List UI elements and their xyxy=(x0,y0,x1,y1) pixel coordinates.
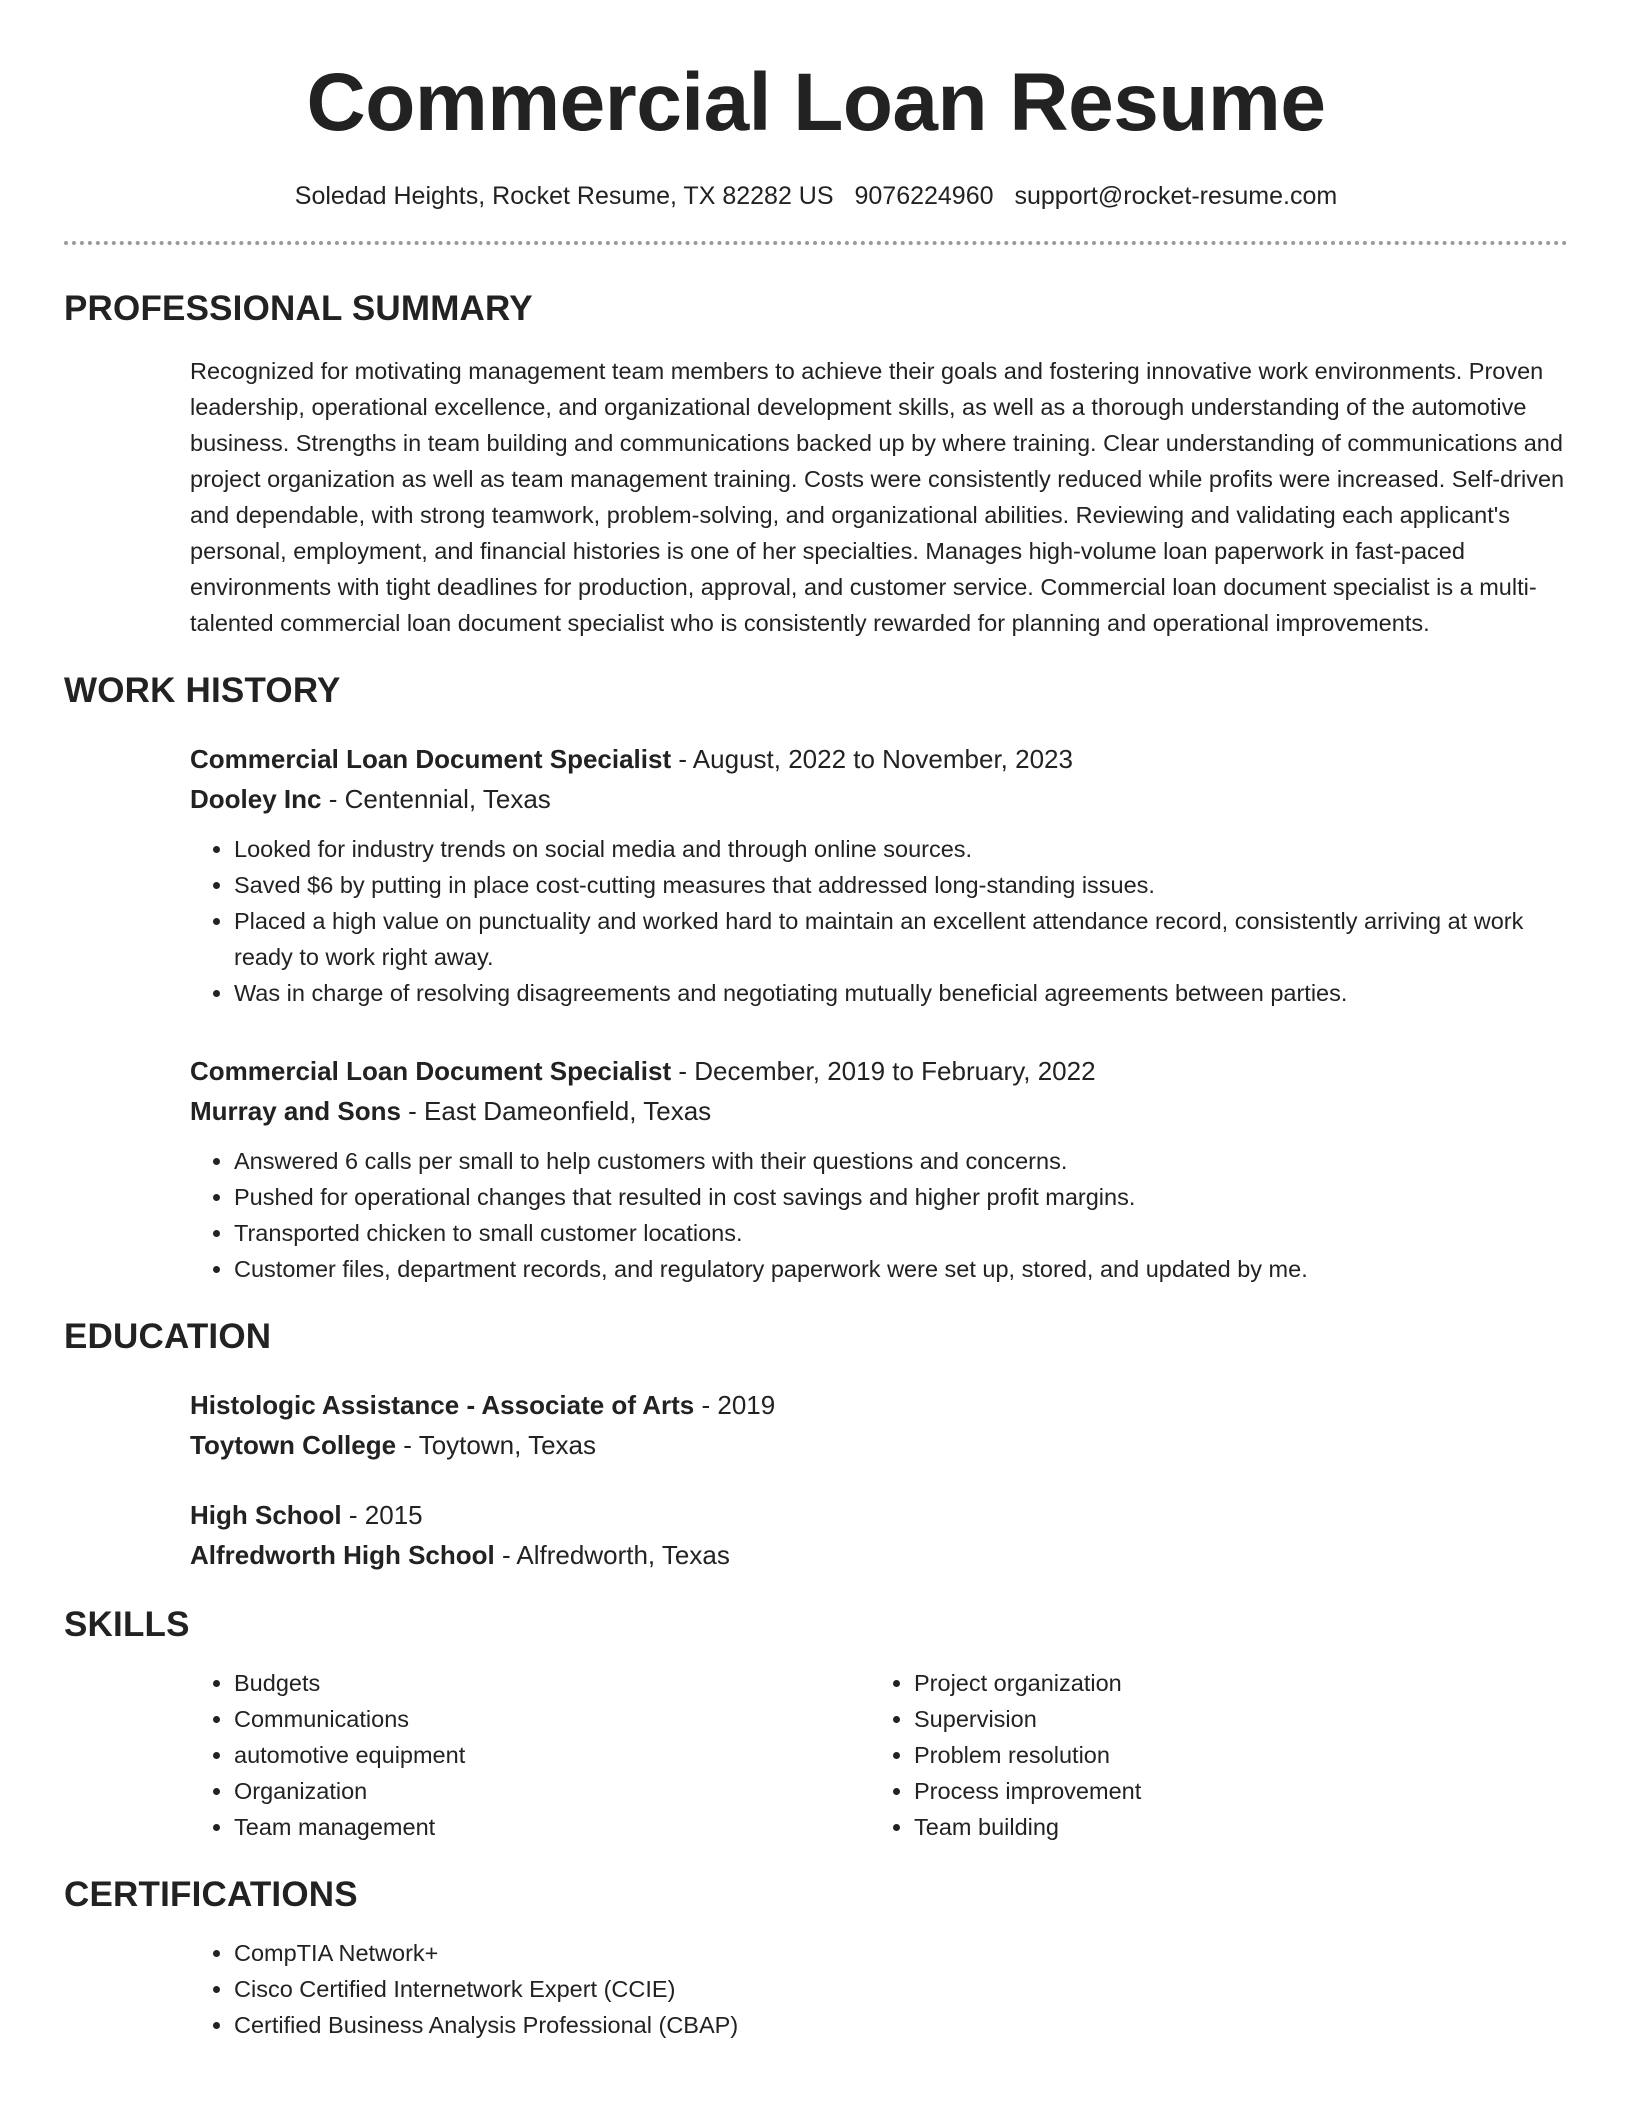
work-history-heading: WORK HISTORY xyxy=(64,671,341,710)
job-dates: - August, 2022 to November, 2023 xyxy=(671,744,1073,774)
education-school-line xyxy=(190,1535,1568,1575)
skill-item: • automotive equipment xyxy=(234,1737,870,1773)
job-entry xyxy=(190,1051,1568,1287)
contact-address: Soledad Heights, Rocket Resume, TX 82282 US xyxy=(294,182,834,210)
job-company: Dooley Inc xyxy=(190,784,322,814)
job-bullets xyxy=(190,831,1568,1011)
job-dates: - December, 2019 to February, 2022 xyxy=(671,1056,1096,1086)
list-item: • Placed a high value on punctuality and worked hard to maintain an excellent attendance record, consistently arriving at work ready to work right away. xyxy=(234,903,1568,975)
skills-section xyxy=(64,1605,1568,1845)
skill-item: • Team management xyxy=(234,1809,870,1845)
education-location: - Alfredworth, Texas xyxy=(494,1540,730,1570)
skills-heading: SKILLS xyxy=(64,1605,190,1644)
education-entry xyxy=(190,1495,1568,1575)
contact-line xyxy=(64,182,1568,211)
list-item: • Answered 6 calls per small to help customers with their questions and concerns. xyxy=(234,1143,1568,1179)
job-company: Murray and Sons xyxy=(190,1096,401,1126)
certification-item: • CompTIA Network+ xyxy=(234,1935,1568,1971)
job-title: Commercial Loan Document Specialist xyxy=(190,744,672,774)
skill-item: • Communications xyxy=(234,1701,870,1737)
education-location: - Toytown, Texas xyxy=(396,1430,596,1460)
resume-title: Commercial Loan Resume xyxy=(306,57,1326,148)
education-year: - 2015 xyxy=(341,1500,423,1530)
skill-item: • Organization xyxy=(234,1773,870,1809)
skills-list-left xyxy=(190,1665,870,1845)
education-degree-line xyxy=(190,1495,1568,1535)
job-title-line xyxy=(190,1051,1568,1091)
summary-text: Recognized for motivating management team members to achieve their goals and fostering innovative work environments. Proven leadership, operational excellence, and organizational development skills, as well as a thorough understanding of the automotive business. Strengths in team building and communications backed up by where training. Clear understanding of communications and project organization as well as team management training. Costs were consistently reduced while profits were increased. Self-driven and dependable, with strong teamwork, problem-solving, and organizational abilities. Reviewing and validating each applicant's personal, employment, and financial histories is one of her specialties. Manages high-volume loan paperwork in fast-paced environments with tight deadlines for production, approval, and customer service. Commercial loan document specialist is a multi-talented commercial loan document specialist who is consistently rewarded for planning and operational improvements. xyxy=(190,358,1565,636)
education-degree: Histologic Assistance - Associate of Arts xyxy=(190,1390,695,1420)
education-degree: High School xyxy=(190,1500,342,1530)
skill-item: • Project organization xyxy=(914,1665,1470,1701)
list-item: • Pushed for operational changes that resulted in cost savings and higher profit margins. xyxy=(234,1179,1568,1215)
education-year: - 2019 xyxy=(694,1390,776,1420)
contact-phone: 9076224960 xyxy=(854,182,994,210)
skills-list-right xyxy=(870,1665,1470,1845)
job-entry xyxy=(190,739,1568,1011)
list-item: • Saved $6 by putting in place cost-cutting measures that addressed long-standing issues. xyxy=(234,867,1568,903)
education-heading: EDUCATION xyxy=(64,1317,272,1356)
skill-item: • Process improvement xyxy=(914,1773,1470,1809)
education-section xyxy=(64,1317,1568,1575)
header-divider xyxy=(64,241,1568,245)
skills-grid xyxy=(190,1665,1568,1845)
list-item: • Looked for industry trends on social media and through online sources. xyxy=(234,831,1568,867)
skill-item: • Team building xyxy=(914,1809,1470,1845)
certifications-heading: CERTIFICATIONS xyxy=(64,1875,358,1914)
education-school: Toytown College xyxy=(190,1430,397,1460)
education-degree-line xyxy=(190,1385,1568,1425)
certification-item: • Cisco Certified Internetwork Expert (CCIE) xyxy=(234,1971,1568,2007)
job-location: - East Dameonfield, Texas xyxy=(400,1096,712,1126)
job-company-line xyxy=(190,779,1568,819)
list-item: • Transported chicken to small customer locations. xyxy=(234,1215,1568,1251)
job-bullets xyxy=(190,1143,1568,1287)
summary-heading: PROFESSIONAL SUMMARY xyxy=(64,289,533,328)
education-school-line xyxy=(190,1425,1568,1465)
skill-item: • Budgets xyxy=(234,1665,870,1701)
certification-item: • Certified Business Analysis Professional (CBAP) xyxy=(234,2007,1568,2043)
skill-item: • Problem resolution xyxy=(914,1737,1470,1773)
skill-item: • Supervision xyxy=(914,1701,1470,1737)
list-item: • Was in charge of resolving disagreements and negotiating mutually beneficial agreements between parties. xyxy=(234,975,1568,1011)
education-school: Alfredworth High School xyxy=(190,1540,495,1570)
education-entry xyxy=(190,1385,1568,1465)
contact-email: support@rocket-resume.com xyxy=(1014,182,1338,210)
certifications-list xyxy=(190,1935,1568,2043)
job-location: - Centennial, Texas xyxy=(321,784,551,814)
job-title: Commercial Loan Document Specialist xyxy=(190,1056,672,1086)
certifications-section xyxy=(64,1875,1568,2043)
job-title-line xyxy=(190,739,1568,779)
list-item: • Customer files, department records, and regulatory paperwork were set up, stored, and updated by me. xyxy=(234,1251,1568,1287)
work-history-section xyxy=(64,671,1568,1287)
summary-section xyxy=(64,289,1568,641)
job-company-line xyxy=(190,1091,1568,1131)
